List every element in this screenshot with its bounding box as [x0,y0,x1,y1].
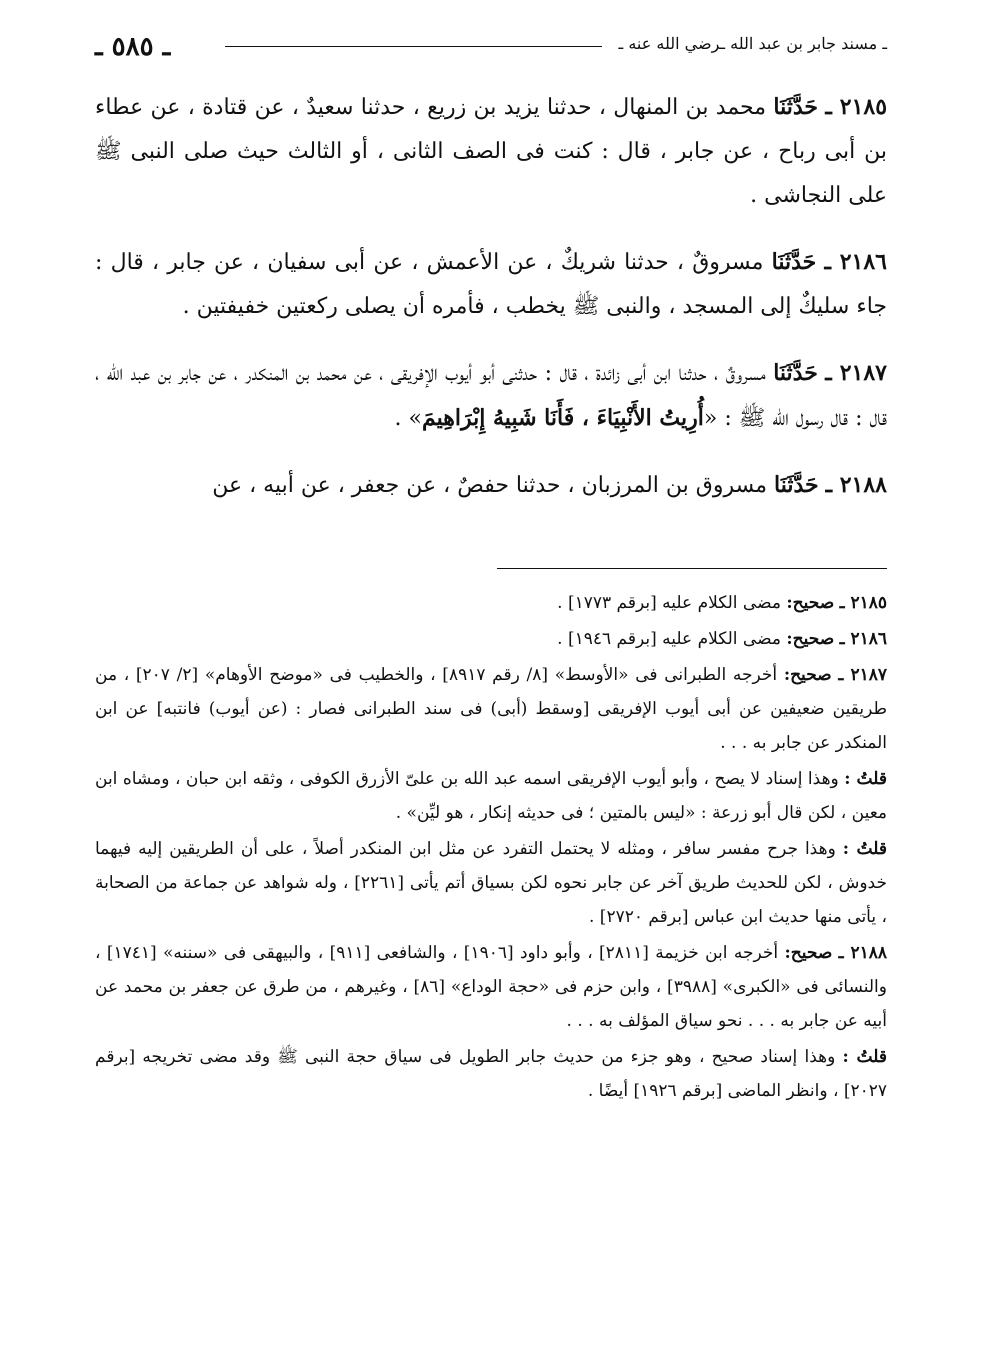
hadith-number: ٢١٨٦ ـ [824,249,887,275]
footnotes [95,586,887,1110]
header-rule [225,46,602,47]
hadith-2187 [95,351,887,441]
footnote-2188 [95,936,887,1038]
hadith-text: مسروق بن المرزبان ، حدثنا حفصٌ ، عن جعفر ، عن أبيه ، عن [212,473,767,498]
remark-label: قلتُ : [844,769,887,789]
remark-text: وهذا إسناد لا يصح ، وأبو أيوب الإفريقى اسمه عبد الله بن علىّ الأزرق الكوفى ، وثقه ابن حبان ، ومشاه ابن معين ، لكن قال أبو زرعة : «ليس بالمتين ؛ فى حديثه إنكار ، هو ليِّن» . [95,769,887,823]
hadith-2188 [95,463,887,508]
hadith-text: محمد بن المنهال ، حدثنا يزيد بن زريع ، حدثنا سعيدٌ ، عن قتادة ، عن عطاء بن أبى رباح ، عن جابر ، قال : كنت فى الصف الثانى ، أو الثالث حيث صلى النبى ﷺ على النجاشى . [95,95,887,208]
hadith-text: مسروقٌ ، حدثنا شريكٌ ، عن الأعمش ، عن أبى سفيان ، عن جابر ، قال : جاء سليكٌ إلى المسجد ، والنبى ﷺ يخطب ، فأمره أن يصلى ركعتين خفيفتين . [95,250,887,319]
narration-formula: حَدَّثَنَا [771,249,817,275]
remark-label: قلتُ : [842,839,887,859]
hadith-body [95,85,887,524]
remark-label: قلتُ : [842,1047,887,1067]
editor-remark [95,832,887,934]
narration-formula: حَدَّثَنَا [773,360,818,386]
narration-formula: حَدَّثَنَا [773,94,818,120]
editor-remark [95,762,887,830]
remark-text: وهذا جرح مفسر سافر ، ومثله لا يحتمل التفرد عن مثل ابن المنكدر أصلاً ، على أن الطريقين إليه فيهما خدوش ، لكن للحديث طريق آخر عن جابر نحوه لكن بسياق أتم يأتى [٢٢٦١] ، وله شواهد عن جماعة من الصحابة ، يأتى منها حديث ابن عباس [برقم ٢٧٢٠] . [95,839,887,927]
footnote-text: أخرجه الطبرانى فى «الأوسط» [٨/ رقم ٨٩١٧] ، والخطيب فى «موضح الأوهام» [٢/ ٢٠٧] ، من طريقين ضعيفين عن أبى أيوب الإفريقى [وسقط (أبى) فى سند الطبرانى فصار : (عن أيوب) فانتبه] عن ابن المنكدر عن جابر به . . . [95,665,887,753]
page-header [95,30,887,60]
footnote-2186 [95,622,887,656]
hadith-text-tail: » . [394,406,422,431]
hadith-number: ٢١٨٧ ـ [825,360,887,386]
footnote-text: مضى الكلام عليه [برقم ١٩٤٦] . [557,629,781,649]
footnote-2185 [95,586,887,620]
narration-formula: حَدَّثَنَا [774,472,819,498]
grading-label: صحيح: [784,943,833,963]
hadith-2185 [95,85,887,218]
prophetic-saying: أُرِيتُ الأَنْبِيَاءَ ، فَأَنَا شَبِيهُ إِبْرَاهِيمَ [421,405,704,431]
footnote-text: مضى الكلام عليه [برقم ١٧٧٣] . [557,593,781,613]
hadith-2186 [95,240,887,329]
grading-label: صحيح: [783,665,832,685]
hadith-text: مسروقٌ ، حدثنا ابن أبى زائدة ، قال : حدثنى أبو أيوب الإفريقى ، عن محمد بن المنكدر ، عن جابر بن عبد الله ، قال : قال رسول الله ﷺ : « [95,361,887,431]
grading-label: صحيح: [786,593,835,613]
footnote-number: ٢١٨٦ ـ [839,629,887,649]
grading-label: صحيح: [786,629,835,649]
footnote-text: أخرجه ابن خزيمة [٢٨١١] ، وأبو داود [١٩٠٦] ، والشافعى [٩١١] ، والبيهقى فى «سننه» [١٧٤١] ، والنسائى فى «الكبرى» [٣٩٨٨] ، وابن حزم فى «حجة الوداع» [٨٦] ، وغيرهم ، من طرق عن جعفر بن محمد عن أبيه عن جابر به . . . نحو سياق المؤلف به . . . [95,943,887,1031]
footnote-2187 [95,658,887,760]
footnote-number: ٢١٨٨ ـ [838,943,888,963]
remark-text: وهذا إسناد صحيح ، وهو جزء من حديث جابر الطويل فى سياق حجة النبى ﷺ وقد مضى تخريجه [برقم ٢٠٢٧] ، وانظر الماضى [برقم ١٩٢٦] أيضًا . [95,1047,887,1101]
footnote-number: ٢١٨٧ ـ [838,665,888,685]
editor-remark [95,1040,887,1108]
running-title: ـ مسند جابر بن عبد الله ـرضي الله عنه ـ [618,34,887,53]
footnote-separator [497,568,887,569]
page-number: ـ ٥٨٥ ـ [95,32,171,62]
hadith-number: ٢١٨٨ ـ [825,472,887,498]
footnote-number: ٢١٨٥ ـ [839,593,887,613]
hadith-number: ٢١٨٥ ـ [825,94,888,120]
